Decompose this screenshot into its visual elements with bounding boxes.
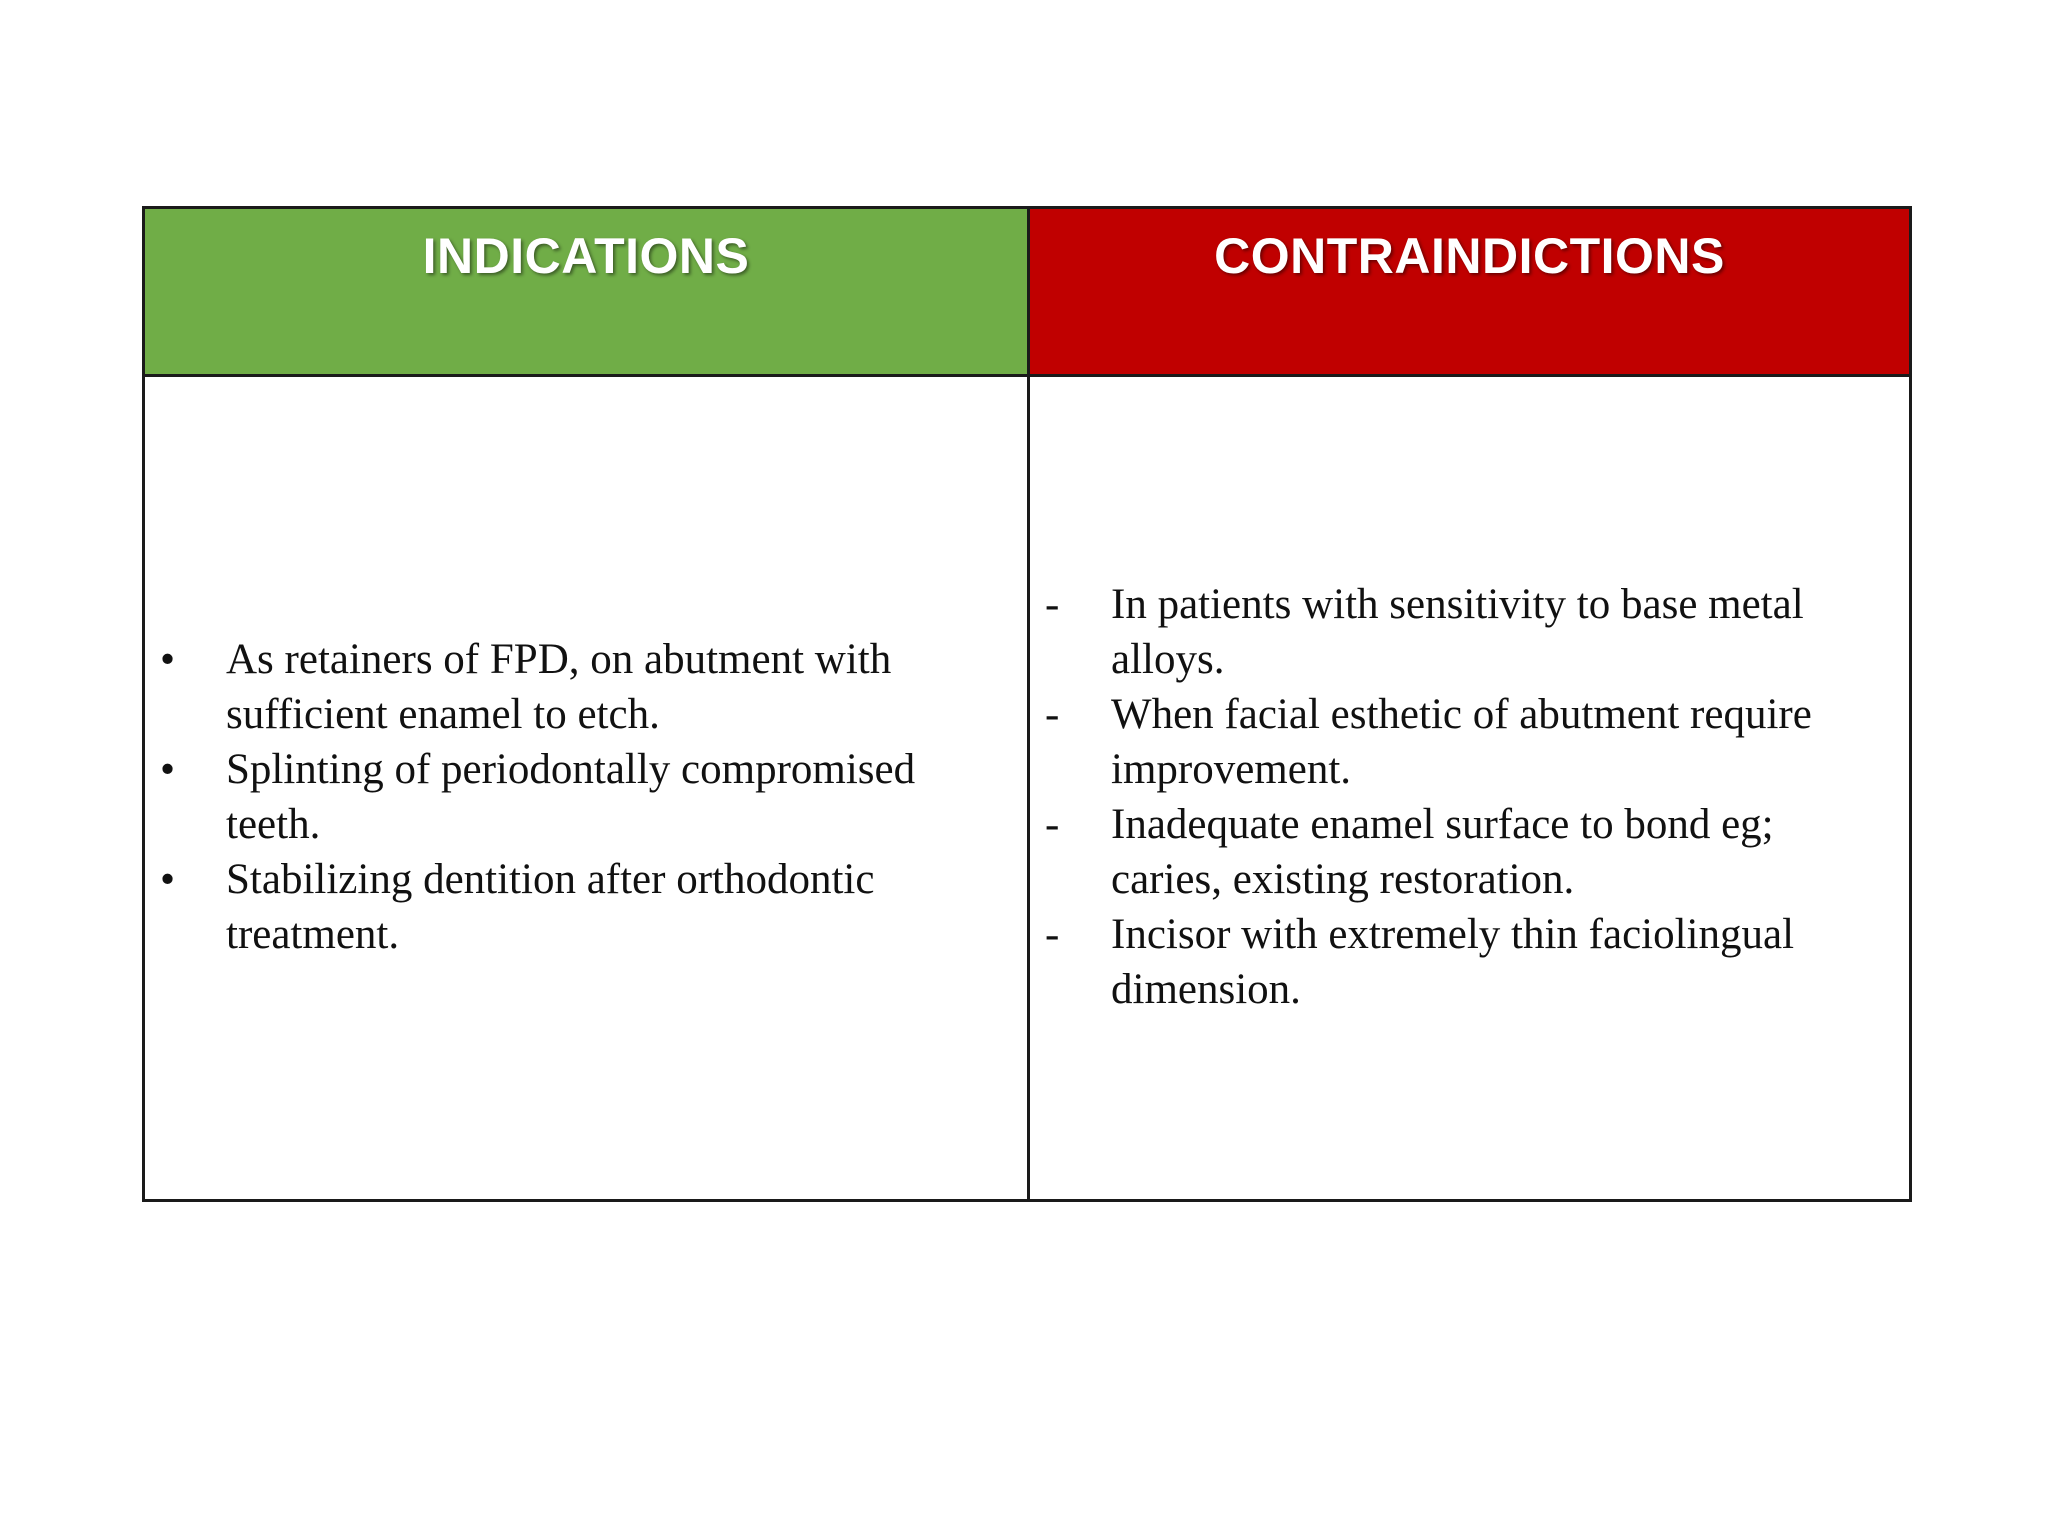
contraindication-text: Inadequate enamel surface to bond eg; caries, existing restoration. (1111, 801, 1774, 903)
list-item (160, 632, 990, 742)
comparison-table (142, 206, 1912, 1202)
bullet-marker: • (160, 856, 176, 903)
indications-heading: INDICATIONS (422, 228, 750, 284)
indication-text: Stabilizing dentition after orthodontic treatment. (226, 856, 875, 958)
bullet-marker: • (160, 746, 176, 793)
contraindication-text: In patients with sensitivity to base metal alloys. (1111, 581, 1804, 683)
indications-body-cell (145, 377, 1030, 1199)
contraindications-heading: CONTRAINDICTIONS (1214, 228, 1725, 284)
indication-text: As retainers of FPD, on abutment with sufficient enamel to etch. (226, 636, 892, 738)
list-item (1045, 907, 1875, 1017)
list-item (1045, 797, 1875, 907)
list-item (160, 852, 990, 962)
contraindication-text: When facial esthetic of abutment require improvement. (1111, 691, 1812, 793)
dash-marker: - (1045, 691, 1060, 738)
contraindications-list (1045, 577, 1875, 1017)
contraindications-body-cell (1030, 377, 1909, 1199)
dash-marker: - (1045, 801, 1060, 848)
dash-marker: - (1045, 911, 1060, 958)
dash-marker: - (1045, 581, 1060, 628)
list-item (1045, 687, 1875, 797)
contraindications-header-cell (1030, 209, 1909, 377)
indications-list (160, 632, 990, 962)
indication-text: Splinting of periodontally compromised teeth. (226, 746, 916, 848)
bullet-marker: • (160, 636, 176, 683)
list-item (1045, 577, 1875, 687)
list-item (160, 742, 990, 852)
contraindication-text: Incisor with extremely thin faciolingual dimension. (1111, 911, 1795, 1013)
indications-header-cell (145, 209, 1030, 377)
